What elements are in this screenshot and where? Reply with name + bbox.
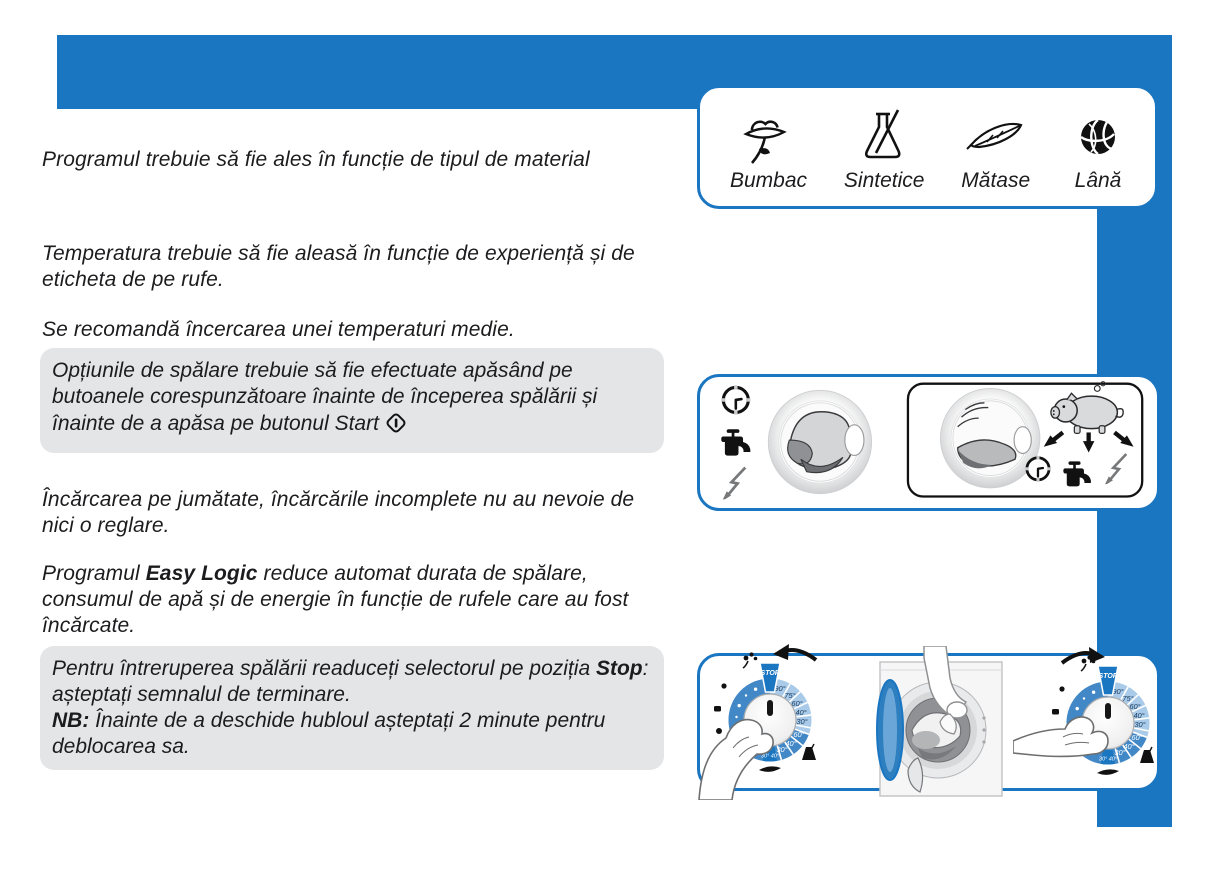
start-button-diamond-icon (383, 410, 409, 443)
easy-logic-post: reduce automat durata de spălare, consumul de apă și de energie în funcție de rufele care au fost încărcate. (42, 562, 629, 637)
note1-text: Opțiunile de spălare trebuie să fie efectuate apăsând pe butoanele corespunzătoare înainte de începerea spălării și înainte de a apăsa pe butonul Start (52, 359, 598, 435)
wash-options-panel (697, 374, 1160, 511)
easy-logic-bold: Easy Logic (145, 562, 258, 585)
paragraph-half-load: Încărcarea pe jumătate, încărcările incomplete nu au nevoie de nici o reglare. (42, 488, 635, 537)
easy-logic-pre: Programul (42, 562, 146, 585)
fabric-label: Sintetice (843, 169, 925, 192)
left-dial-illustration (675, 620, 865, 800)
note-box-wash-options (40, 348, 664, 453)
energy-bolt-icon (722, 468, 745, 502)
paragraph-medium-temperature: Se recomandă încercarea unei temperaturi medie. (42, 318, 515, 341)
stop-note-bold: Stop (595, 657, 643, 680)
paragraph-temperature-choice: Temperatura trebuie să fie aleasă în funcție de experiență și de eticheta de pe rufe. (42, 242, 635, 291)
fabric-label: Lână (1074, 169, 1122, 192)
timer-clock-icon (721, 385, 750, 414)
right-dial-illustration (1013, 623, 1203, 803)
note-box-stop-instructions (40, 646, 664, 770)
flask-icon (853, 105, 915, 167)
open-door-washer-illustration (866, 646, 1016, 798)
paragraph-easy-logic (42, 561, 642, 639)
nb-text: Înainte de a deschide hubloul așteptați 2 minute pentru deblocarea sa. (52, 709, 606, 758)
fabric-types-panel (697, 85, 1158, 209)
fabric-item-synthetic (844, 105, 925, 193)
nb-label: NB: (52, 709, 90, 732)
full-drum-illustration (768, 390, 871, 493)
stop-procedure-panel (697, 653, 1160, 791)
wool-skein-icon (1067, 105, 1129, 167)
cotton-icon (738, 105, 800, 167)
options-illustration (700, 377, 1157, 508)
fabric-item-silk (961, 105, 1030, 193)
paragraph-program-choice: Programul trebuie să fie ales în funcție de tipul de material (42, 148, 590, 171)
silk-feather-icon (965, 105, 1027, 167)
water-tap-icon (721, 429, 750, 455)
fabric-label: Mătase (961, 169, 1031, 192)
fabric-item-cotton (730, 105, 807, 193)
fabric-label: Bumbac (730, 169, 808, 192)
turn-counterclockwise-arrow (785, 650, 816, 660)
stop-note-post: : așteptați semnalul de terminare. (52, 657, 649, 706)
easy-logic-drum-illustration (940, 388, 1039, 487)
stop-note-pre: Pentru întreruperea spălării readuceți selectorul pe poziția (52, 657, 596, 680)
fabric-item-wool (1067, 105, 1129, 193)
